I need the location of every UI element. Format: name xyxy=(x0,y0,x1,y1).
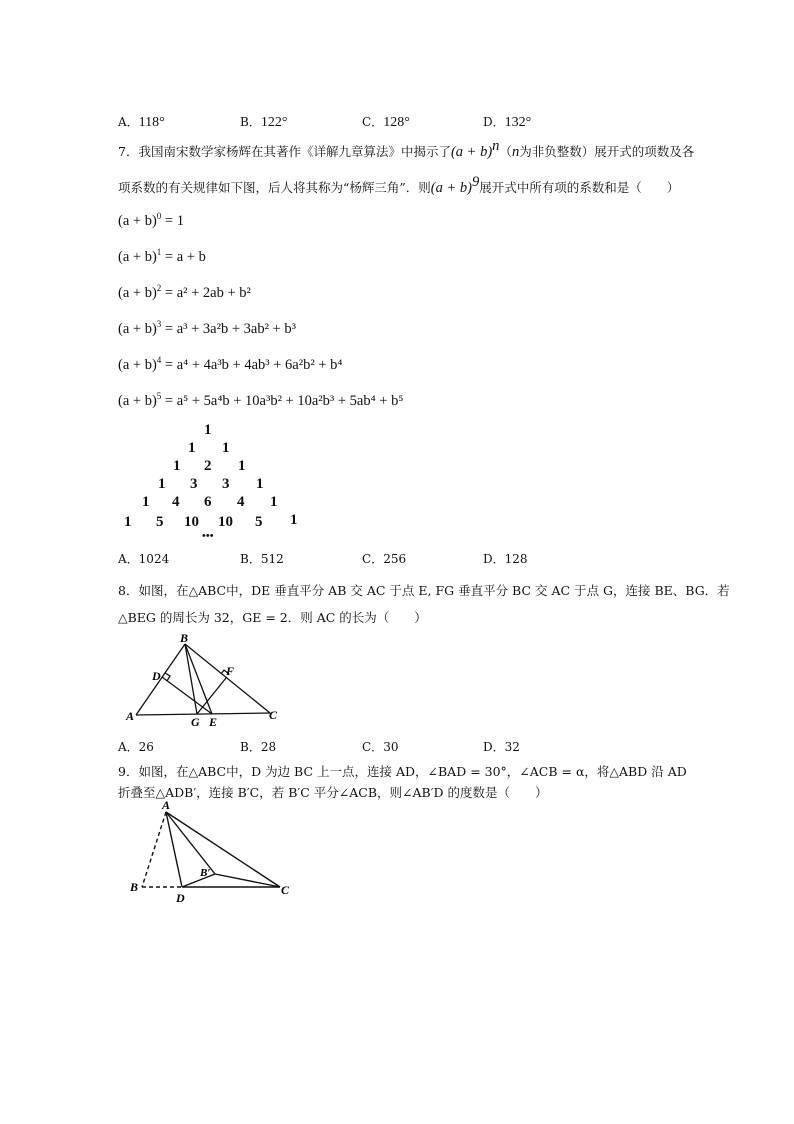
label-G: G xyxy=(191,715,200,728)
q6-options xyxy=(118,113,638,133)
label-A: A xyxy=(126,709,135,723)
yanghui-triangle xyxy=(118,422,308,547)
q8-option-c[interactable]: C．30 xyxy=(362,740,399,754)
label-C: C xyxy=(269,708,278,722)
label-B: B xyxy=(180,631,189,645)
tri-r2-1: 2 xyxy=(204,458,212,474)
q8-figure xyxy=(118,628,298,728)
q6-option-b[interactable]: B．122° xyxy=(240,115,288,130)
tri-r0-0: 1 xyxy=(204,422,212,438)
q7-option-a[interactable]: A．1024 xyxy=(118,552,170,566)
q8-option-d[interactable]: D．32 xyxy=(483,740,520,754)
label-A: A xyxy=(162,798,171,812)
expansion-5: $(a + b)^5 = a^5 + 5a^4b + 10a^3b^2 + 10a^2b^3 + 5ab^4 + b^5$ xyxy=(118,391,404,409)
tri-r3-2: 3 xyxy=(222,476,230,492)
label-B-prime: B′ xyxy=(200,867,211,879)
q7-option-c[interactable]: C．256 xyxy=(362,552,407,566)
tri-r5-3: 10 xyxy=(218,514,233,530)
tri-r5-0: 1 xyxy=(124,514,132,530)
label-C: C xyxy=(281,883,290,897)
label-D: D xyxy=(152,669,161,683)
expansion-3: $(a + b)^3 = a^3 + 3a^2b + 3ab^2 + b^3$ xyxy=(118,319,296,337)
segment-BG xyxy=(185,644,197,714)
q7-stem-line1: 7．我国南宋数学家杨辉在其著作《详解九章算法》中揭示了$(a + b)^n(n$为非负整数）展开式的项数及各 xyxy=(118,138,695,160)
label-D: D xyxy=(176,891,185,905)
q8-option-b[interactable]: B．28 xyxy=(240,740,277,754)
expansion-0: $(a + b)^0 = 1$ xyxy=(118,211,184,229)
tri-r4-2: 6 xyxy=(204,494,212,510)
tri-r3-0: 1 xyxy=(158,476,166,492)
tri-r5-2: 10 xyxy=(184,514,199,530)
q9-stem-line2: 折叠至△ADB′，连接 B′C，若 B′C 平分∠ACB，则∠AB′D 的度数是（ ） xyxy=(118,785,548,800)
tri-r3-3: 1 xyxy=(256,476,264,492)
q9-figure xyxy=(118,796,303,908)
expansion-4: $(a + b)^4 = a^4 + 4a^3b + 4ab^3 + 6a^2b^2 + b^4$ xyxy=(118,355,343,373)
tri-r1-0: 1 xyxy=(188,440,196,456)
tri-r2-2: 1 xyxy=(238,458,246,474)
label-B: B xyxy=(130,880,139,894)
expansion-1: $(a + b)^1 = a + b$ xyxy=(118,247,206,265)
q7-stem-line2: 项系数的有关规律如下图，后人将其称为“杨辉三角”．则$(a + b)^9$展开式中所有项的系数和是（ ） xyxy=(118,174,680,196)
segment-AB1 xyxy=(166,812,215,874)
q8-stem-line1: 8．如图，在△ABC中，DE 垂直平分 AB 交 AC 于点 E, FG 垂直平分 BC 交 AC 于点 G，连接 BE、BG．若 xyxy=(118,583,730,598)
tri-r4-1: 4 xyxy=(172,494,180,510)
q8-stem-line2: △BEG 的周长为 32，GE = 2．则 AC 的长为（ ） xyxy=(118,610,427,625)
tri-r4-0: 1 xyxy=(142,494,150,510)
tri-r3-1: 3 xyxy=(190,476,198,492)
tri-r2-0: 1 xyxy=(173,458,181,474)
tri-r4-3: 4 xyxy=(237,494,245,510)
q8-option-a[interactable]: A．26 xyxy=(118,740,154,754)
label-F: F xyxy=(226,664,235,678)
q7-options xyxy=(118,550,638,568)
tri-r5-1: 5 xyxy=(156,514,164,530)
tri-ellipsis: ••• xyxy=(202,530,214,542)
tri-r5-4: 5 xyxy=(255,514,263,530)
segment-AC xyxy=(136,713,270,715)
q6-option-d[interactable]: D．132° xyxy=(483,115,532,130)
tri-r1-1: 1 xyxy=(222,440,230,456)
tri-r4-4: 1 xyxy=(270,494,278,510)
q8-options xyxy=(118,738,638,756)
q7-option-b[interactable]: B．512 xyxy=(240,552,284,566)
tri-r5-5: 1 xyxy=(290,512,298,528)
q9-stem-line1: 9．如图，在△ABC中，D 为边 BC 上一点，连接 AD，∠BAD = 30°，∠ACB = α，将△ABD 沿 AD xyxy=(118,764,687,779)
q6-option-c[interactable]: C．128° xyxy=(362,115,410,130)
label-E: E xyxy=(209,715,218,728)
q6-option-a[interactable]: A．118° xyxy=(118,115,165,130)
q7-option-d[interactable]: D．128 xyxy=(483,552,528,566)
segment-AB-dashed xyxy=(142,812,166,887)
expansion-2: $(a + b)^2 = a^2 + 2ab + b^2$ xyxy=(118,283,251,301)
segment-FG xyxy=(197,678,226,714)
